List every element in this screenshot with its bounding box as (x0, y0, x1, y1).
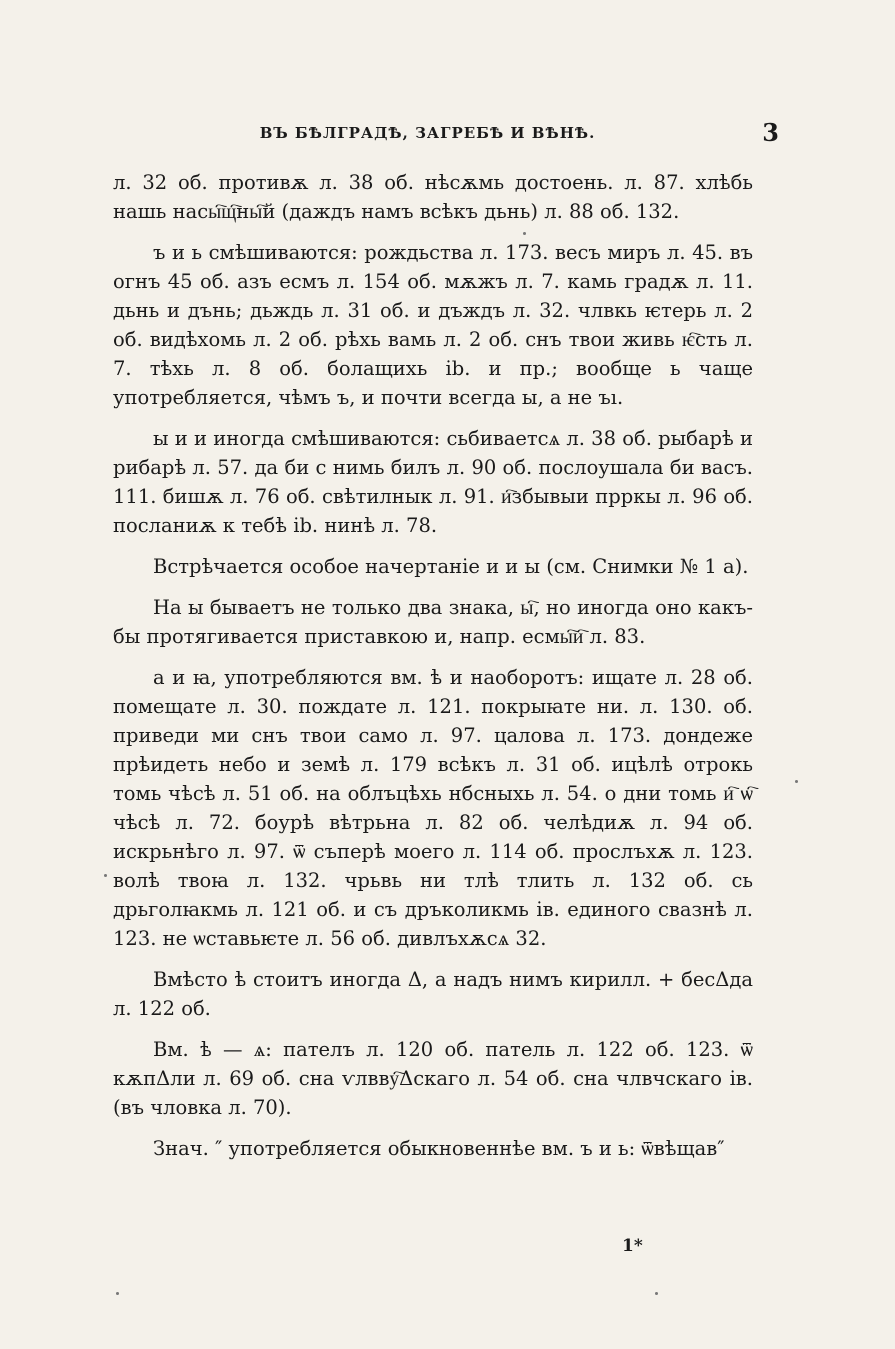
running-header (112, 118, 783, 150)
paper-speck (523, 232, 526, 235)
paragraph: На ы бываетъ не только два знака, ы҇, но иногда оно какъ-бы протягивается приставкою и, напр. есмы҇и҇ л. 83. (113, 596, 753, 648)
paragraph: ы и и иногда смѣшиваются: сьбиваетсѧ л. 38 об. рыбарѣ и рибарѣ л. 57. да би с нимь билъ л. 90 об. послоушала би васъ. 111. бишѫ л. 76 об. свѣтилнык л. 91. и҇збывыи прркы л. 96 об. посланиѫ к тебѣ ib. нинѣ л. 78. (113, 427, 753, 537)
signature-mark: 1* (622, 1236, 643, 1256)
paragraph: Знач. ″ употребляется обыкновеннѣе вм. ъ и ь: ѿвѣщав″ (153, 1137, 725, 1160)
paper-speck (655, 1292, 658, 1295)
paragraph: а и ꙗ, употребляются вм. ѣ и наоборотъ: ищате л. 28 об. помещате л. 30. пождате л. 121. покрыꙗте ни. л. 130. об. приведи ми снъ твои само л. 97. цалова л. 173. дондеже прѣидеть небо и земѣ л. 179 всѣкъ л. 31 об. ицѣлѣ отрокь томь чѣсѣ л. 51 об. на облъцѣхь нбсныхь л. 54. о дни томь и҇ ѡ҇ чѣсѣ л. 72. боурѣ вѣтрьна л. 82 об. челѣдиѫ л. 94 об. искрьнѣго л. 97. ѿ съперѣ моего л. 114 об. прослъхѫ л. 123. волѣ твоꙗ л. 132. чрьвь ни тлѣ тлить л. 132 об. сь дрьголꙗкмь л. 121 об. и съ дръколикмь iв. единого свазнѣ л. 123. не ѡставьѥте л. 56 об. дивлъхѫсѧ 32. (113, 666, 753, 950)
header-title: ВЪ БѢЛГРАДѢ, ЗАГРЕБѢ И ВѢНѢ. (259, 124, 596, 142)
paper-speck (116, 1292, 119, 1295)
paper-speck (104, 874, 107, 877)
paragraph: л. 32 об. противѫ л. 38 об. нѣсѫмь достоень. л. 87. хлѣбь нашь насы҇щ҇ны҇й (даждъ намъ всѣкъ дьнь) л. 88 об. 132. (113, 171, 753, 223)
paper-speck (795, 780, 798, 783)
paragraph: ъ и ь смѣшиваются: рождьства л. 173. весъ миръ л. 45. въ огнъ 45 об. азъ есмъ л. 154 об. мѫжъ л. 7. камь градѫ л. 11. дьнь и дънь; дьждь л. 31 об. и дъждъ л. 32. члвкь ѥтерь л. 2 об. видѣхомь л. 2 об. рѣхь вамь л. 2 об. снъ твои живь ѥ҇сть л. 7. тѣхь л. 8 об. болащихь ib. и пр.; вообще ь чаще употребляется, чѣмъ ъ, и почти всегда ы, а не ъı. (113, 241, 753, 409)
paragraph: Встрѣчается особое начертаніе и и ы (см. Снимки № 1 а). (153, 555, 749, 578)
page-number: 3 (762, 118, 779, 147)
paragraph: Вм. ѣ — ѧ: пателъ л. 120 об. патель л. 122 об. 123. ѿ кѫпΔли л. 69 об. сна ѵлвву҇Δскаго л. 54 об. сна члвчскаго iв. (въ чловка л. 70). (113, 1038, 753, 1119)
body-text (113, 168, 753, 1175)
paragraph: Вмѣсто ѣ стоитъ иногда Δ, а надъ нимъ кирилл. + бесΔда л. 122 об. (113, 968, 753, 1020)
